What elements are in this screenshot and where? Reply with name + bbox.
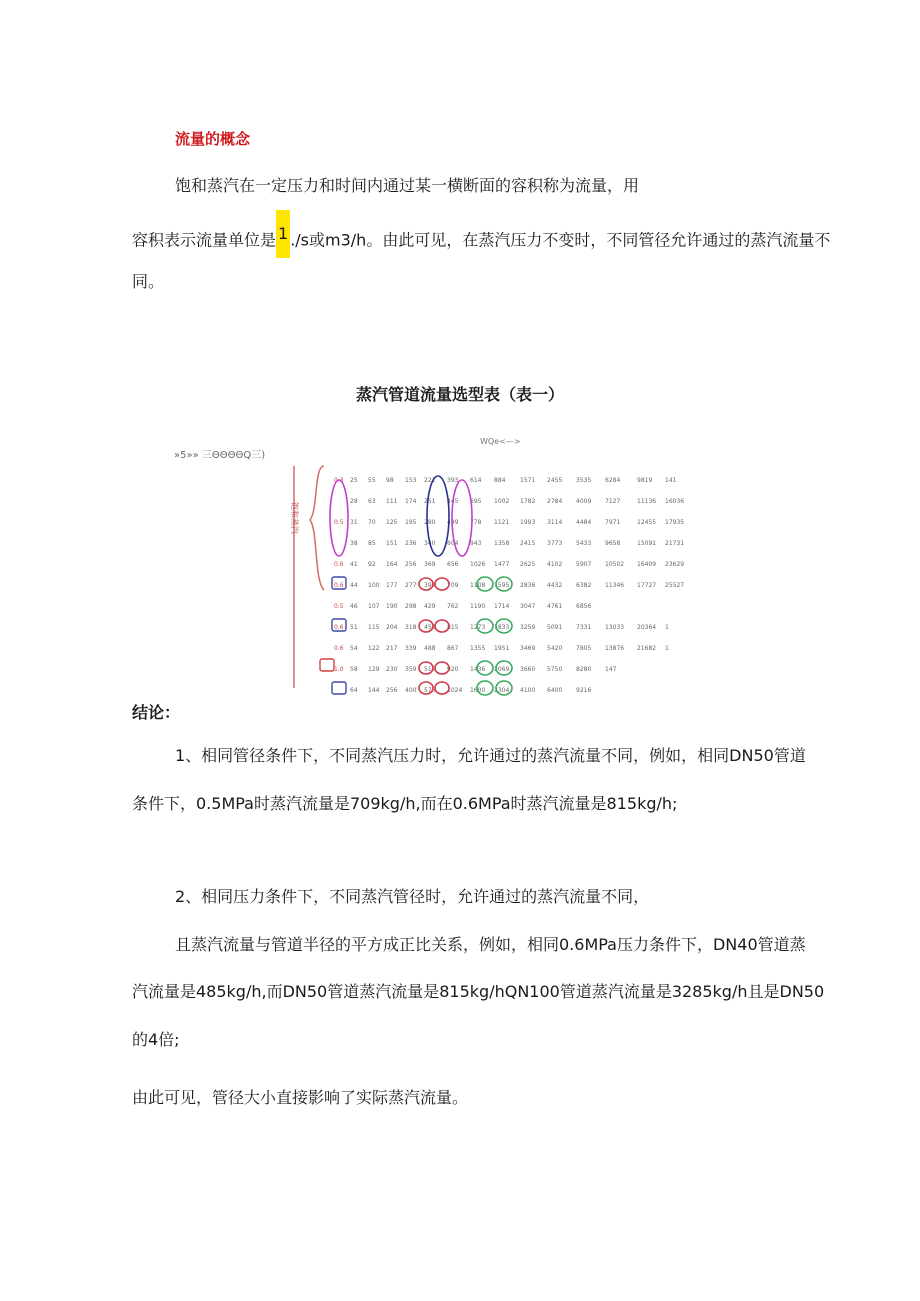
table-cell: 51 (350, 624, 358, 631)
table-cell: 190 (386, 603, 398, 610)
row-pressure-label: 0.5 (334, 603, 344, 610)
table-cell: 458 (424, 624, 436, 631)
table-cell: 339 (405, 645, 417, 652)
table-cell: 3535 (576, 477, 592, 484)
highlight-oval-right (452, 480, 472, 556)
table-cell: 9819 (637, 477, 653, 484)
table-cell: 1600 (470, 687, 486, 694)
table-cell: 318 (405, 624, 417, 631)
table-cell: 92 (368, 561, 376, 568)
highlight-oval-left (330, 480, 348, 556)
table-cell: 115 (368, 624, 380, 631)
table-cell: 1355 (470, 645, 486, 652)
table-cell: 9216 (576, 687, 592, 694)
table-cell: 4761 (547, 603, 563, 610)
table-cell: 499 (447, 519, 459, 526)
table-cell: 125 (386, 519, 398, 526)
table-cell: 17727 (637, 582, 657, 589)
table-cell: 604 (447, 540, 459, 547)
table-cell: 11136 (637, 498, 657, 505)
table-cell: 4102 (547, 561, 563, 568)
image-caption-left: »5»» 三ΘΘΘΘQ三) (174, 450, 266, 461)
table-cell: 656 (447, 561, 459, 568)
table-cell: 63 (368, 498, 376, 505)
final-conclusion: 由此可见，管径大小直接影响了实际蒸汽流量。 (132, 1088, 469, 1107)
table-cell: 1993 (520, 519, 536, 526)
table-cell: 13033 (605, 624, 625, 631)
table-cell: 10502 (605, 561, 625, 568)
intro-line-3: 同。 (132, 272, 165, 291)
highlighted-unit: 1 (276, 210, 290, 258)
table-cell: 38 (350, 540, 358, 547)
side-label: 饱和蒸汽 (290, 502, 299, 534)
intro-line-2-start: 容积表示流量单位是 (132, 230, 277, 250)
table-cell: 153 (405, 477, 417, 484)
table-cell: 6284 (605, 477, 621, 484)
table-cell: 400 (405, 687, 417, 694)
pressure-box (320, 659, 334, 671)
table-cell: 2069 (494, 666, 510, 673)
table-cell: 1 (665, 624, 669, 631)
image-caption-top: WQe<—> (480, 437, 521, 446)
table-cell: 21682 (637, 645, 657, 652)
table-cell: 298 (405, 603, 417, 610)
table-cell: 1024 (447, 687, 463, 694)
table-cell: 7805 (576, 645, 592, 652)
table-cell: 399 (424, 582, 436, 589)
table-cell: 920 (447, 666, 459, 673)
side-label-group (290, 466, 324, 688)
table-cell: 6856 (576, 603, 592, 610)
table-cell: 25527 (665, 582, 685, 589)
table-cell: 16409 (637, 561, 657, 568)
table-cell: 204 (386, 624, 398, 631)
table-cell: 17935 (665, 519, 685, 526)
table-cell: 2784 (547, 498, 563, 505)
table-cell: 1026 (470, 561, 486, 568)
table-cell: 280 (424, 519, 436, 526)
table-cell: 100 (368, 582, 380, 589)
table-cell: 230 (386, 666, 398, 673)
table-cell: 28 (350, 498, 358, 505)
table-cell: 1121 (494, 519, 510, 526)
table-cell: 3773 (547, 540, 563, 547)
table-cell: 1190 (470, 603, 486, 610)
table-cell: 16036 (665, 498, 685, 505)
flow-table-image (174, 430, 685, 694)
table-cell: 445 (447, 498, 459, 505)
conclusion-1-line-1: 1、相同管径条件下，不同蒸汽压力时，允许通过的蒸汽流量不同，例如，相同DN50管道 (175, 746, 806, 765)
table-cell: 25 (350, 477, 358, 484)
table-cell: 141 (665, 477, 677, 484)
highlight-oval-navy (427, 476, 449, 556)
table-cell: 15091 (637, 540, 657, 547)
table-cell: 340 (424, 540, 436, 547)
table-cell: 1714 (494, 603, 510, 610)
table-cell: 576 (424, 687, 436, 694)
table-cell: 867 (447, 645, 459, 652)
table-cell: 4009 (576, 498, 592, 505)
table-cell: 221 (424, 477, 436, 484)
table-cell: 884 (494, 477, 506, 484)
row-pressure-label: 0.6 (334, 645, 344, 652)
table-cell: 174 (405, 498, 417, 505)
table-cell: 98 (386, 477, 394, 484)
table-cell: 85 (368, 540, 376, 547)
table-cell: 58 (350, 666, 358, 673)
table-cell: 3469 (520, 645, 536, 652)
conclusion-2-line-3: 汽流量是485kg∕h,而DN50管道蒸汽流量是815kg∕hQN100管道蒸汽流量是3285kg∕h且是DN50 (132, 982, 825, 1001)
table-cell: 111 (386, 498, 398, 505)
table-cell: 359 (405, 666, 417, 673)
table-cell: 177 (386, 582, 398, 589)
table-cell: 778 (470, 519, 482, 526)
table-cell: 21731 (665, 540, 685, 547)
table-cell: 5433 (576, 540, 592, 547)
table-cell: 5750 (547, 666, 563, 673)
table-cell: 31 (350, 519, 358, 526)
table-cell: 8280 (576, 666, 592, 673)
table-cell: 7127 (605, 498, 621, 505)
table-cell: 1436 (470, 666, 486, 673)
table-cell: 7971 (605, 519, 621, 526)
table-cell: 23629 (665, 561, 685, 568)
table-cell: 4484 (576, 519, 592, 526)
table-cell: 9658 (605, 540, 621, 547)
table-cell: 6400 (547, 687, 563, 694)
table-cell: 614 (470, 477, 482, 484)
table-cell: 2455 (547, 477, 563, 484)
table-cell: 1 (665, 645, 669, 652)
conclusion-heading: 结论： (132, 703, 181, 722)
conclusion-2-line-4: 的4倍; (132, 1030, 180, 1049)
table-cell: 54 (350, 645, 358, 652)
table-cell: 5907 (576, 561, 592, 568)
row-pressure-label: 0.3 (334, 477, 344, 484)
table-cell: 2836 (520, 582, 536, 589)
table-cell: 147 (605, 666, 617, 673)
table-cell: 393 (447, 477, 459, 484)
table-cell: 41 (350, 561, 358, 568)
table-cell: 2625 (520, 561, 536, 568)
table-cell: 2415 (520, 540, 536, 547)
table-cell: 20364 (637, 624, 657, 631)
table-cell: 762 (447, 603, 459, 610)
table-cell: 129 (368, 666, 380, 673)
table-cell: 1571 (520, 477, 536, 484)
table-cell: 13876 (605, 645, 625, 652)
section-heading: 流量的概念 (175, 130, 251, 148)
intro-line-2-end: ./s或m3∕h。由此可见，在蒸汽压力不变时，不同管径允许通过的蒸汽流量不 (290, 230, 831, 250)
table-cell: 516 (424, 666, 436, 673)
conclusion-1-line-2: 条件下，0.5MPa时蒸汽流量是709kg∕h,而在0.6MPa时蒸汽流量是815kg∕h; (132, 794, 678, 813)
table-cell: 5091 (547, 624, 563, 631)
table-cell: 1951 (494, 645, 510, 652)
table-cell: 1002 (494, 498, 510, 505)
table-cell: 256 (386, 687, 398, 694)
table-cell: 815 (447, 624, 459, 631)
table-cell: 122 (368, 645, 380, 652)
table-cell: 1833 (494, 624, 510, 631)
table-cell: 1595 (494, 582, 510, 589)
pressure-box (332, 682, 346, 694)
table-cell: 217 (386, 645, 398, 652)
table-cell: 277 (405, 582, 417, 589)
table-cell: 44 (350, 582, 358, 589)
table-cell: 3259 (520, 624, 536, 631)
row-pressure-label: 0.6 (334, 582, 344, 589)
table-cell: 11346 (605, 582, 625, 589)
table-cell: 46 (350, 603, 358, 610)
table-cell: 256 (405, 561, 417, 568)
table-cell: 55 (368, 477, 376, 484)
table-cell: 1358 (494, 540, 510, 547)
intro-line-1: 饱和蒸汽在一定压力和时间内通过某一横断面的容积称为流量，用 (175, 176, 640, 195)
table-cell: 429 (424, 603, 436, 610)
table-cell: 12455 (637, 519, 657, 526)
table-cell: 3047 (520, 603, 536, 610)
table-cell: 1108 (470, 582, 486, 589)
table-cell: 64 (350, 687, 358, 694)
table-brace (310, 466, 324, 590)
table-cell: 2304 (494, 687, 510, 694)
table-cell: 195 (405, 519, 417, 526)
table-cell: 70 (368, 519, 376, 526)
conclusion-2-line-2: 且蒸汽流量与管道半径的平方成正比关系，例如，相同0.6MPa压力条件下，DN40管道蒸 (175, 935, 806, 954)
table-cell: 6382 (576, 582, 592, 589)
table-cell: 151 (386, 540, 398, 547)
table-cell: 488 (424, 645, 436, 652)
row-pressure-label: 0.6 (334, 624, 344, 631)
table-cell: 7331 (576, 624, 592, 631)
table-cell: 144 (368, 687, 380, 694)
table-cell: 164 (386, 561, 398, 568)
table-cell: 943 (470, 540, 482, 547)
table-cell: 3114 (547, 519, 563, 526)
row-pressure-label: 0.6 (334, 561, 344, 568)
table-cell: 5420 (547, 645, 563, 652)
row-pressure-label: 0.5 (334, 519, 344, 526)
table-cell: 695 (470, 498, 482, 505)
table-cell: 1273 (470, 624, 486, 631)
row-pressure-label: 1.0 (334, 666, 344, 673)
table-cell: 3660 (520, 666, 536, 673)
table-cell: 4432 (547, 582, 563, 589)
table-cell: 107 (368, 603, 380, 610)
table-cell: 1477 (494, 561, 510, 568)
table-cell: 251 (424, 498, 436, 505)
table-cell: 1782 (520, 498, 536, 505)
table-cell: 709 (447, 582, 459, 589)
table-cell: 236 (405, 540, 417, 547)
conclusion-2-line-1: 2、相同压力条件下，不同蒸汽管径时，允许通过的蒸汽流量不同， (175, 887, 650, 906)
table-cell: 4100 (520, 687, 536, 694)
table-rows (334, 477, 684, 694)
table-cell: 369 (424, 561, 436, 568)
intro-line-2 (132, 224, 830, 258)
table-title: 蒸汽管道流量选型表（表一） (355, 385, 564, 404)
